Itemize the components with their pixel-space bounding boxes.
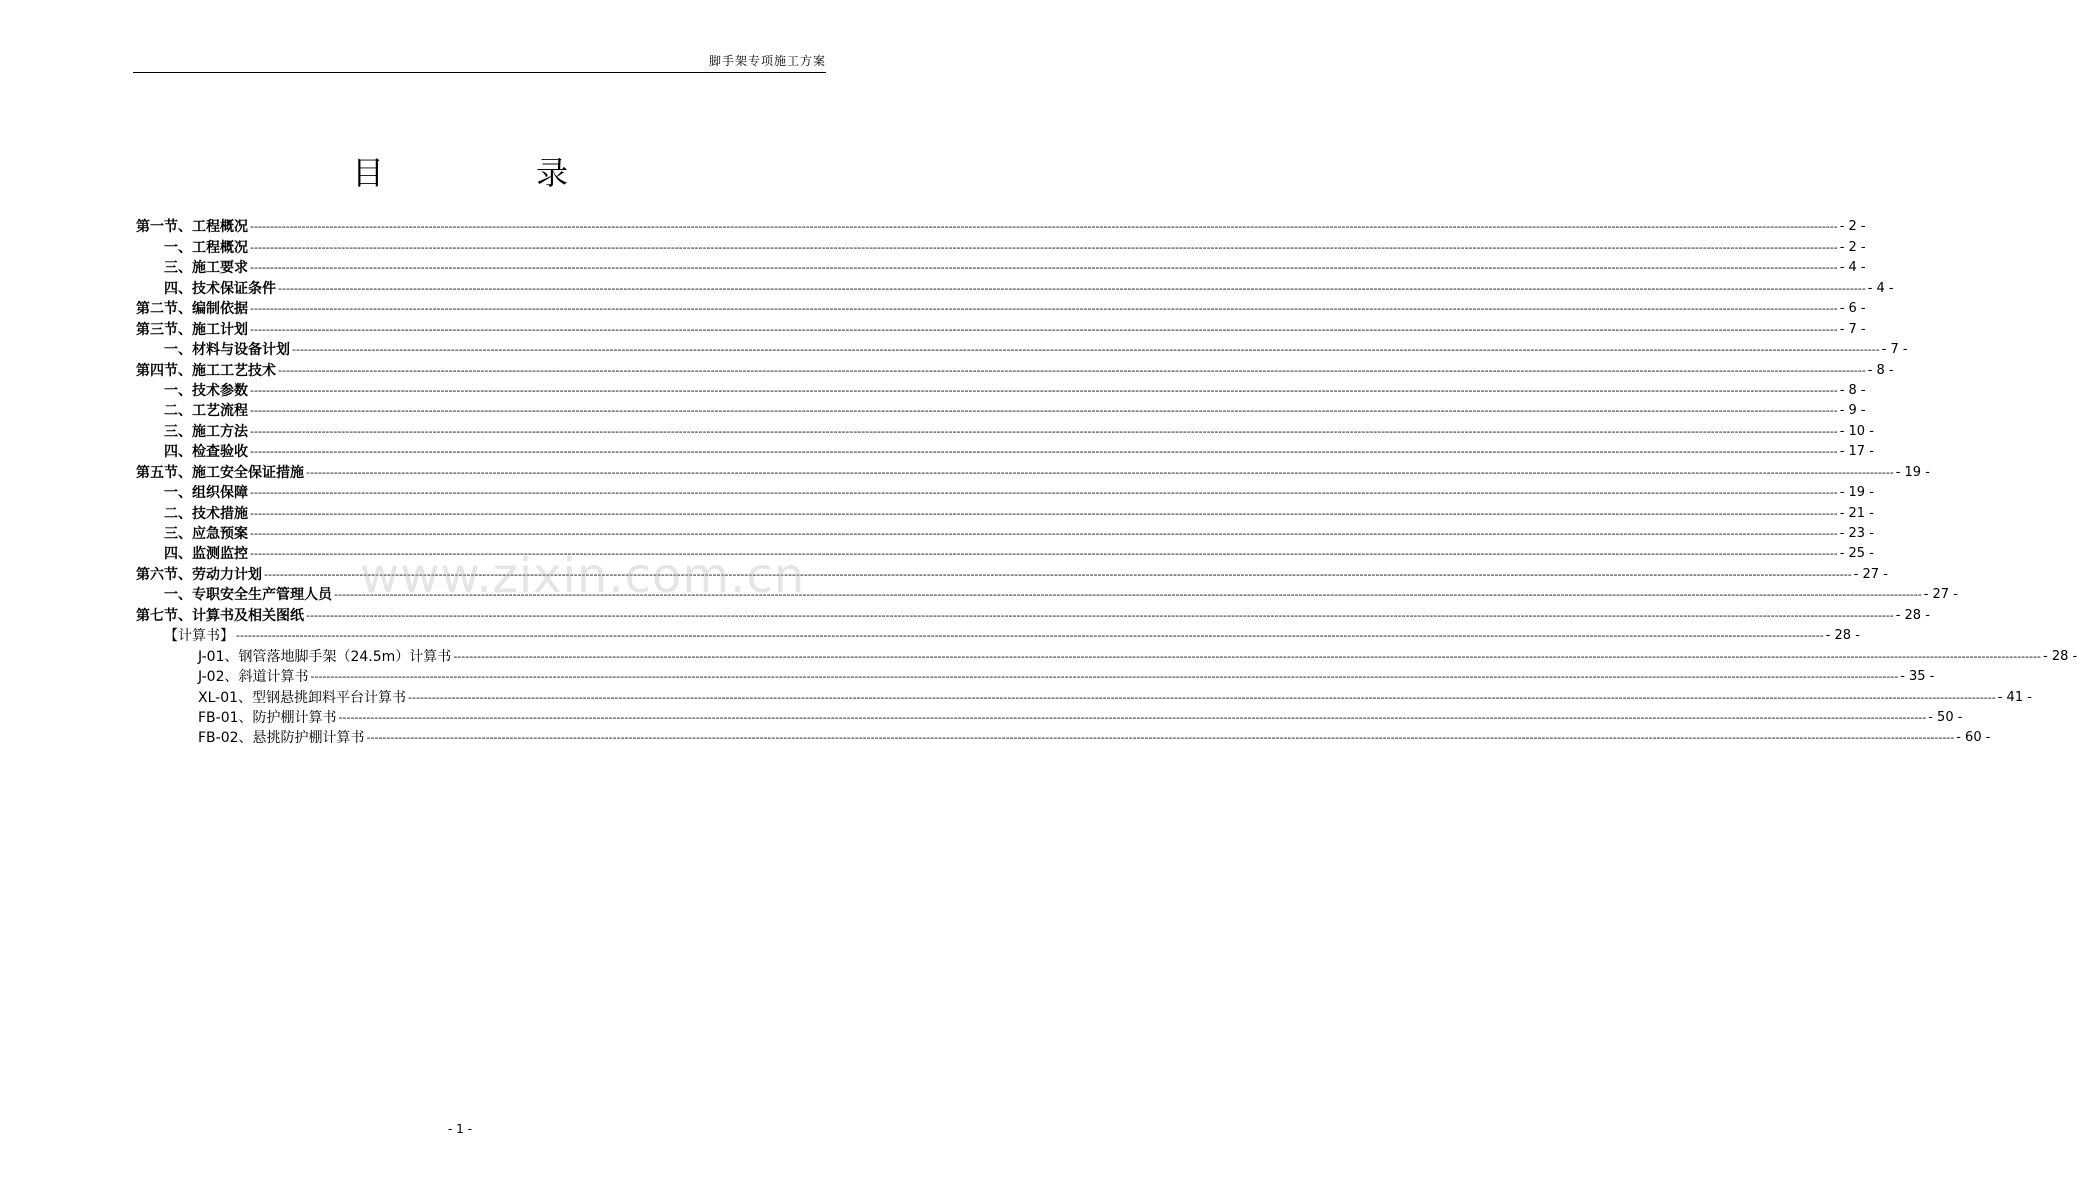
toc-leader: ---------------------------------------------------------------------------------------------------------------------------------------------------------------------------------------------------------------------------------------------------------------------------------------------------------------------------------------------------------------------------------------------------------------- bbox=[334, 588, 1922, 602]
toc-entry-label: 第一节、工程概况 bbox=[136, 219, 248, 236]
header-title: 脚手架专项施工方案 bbox=[708, 54, 826, 68]
toc-entry-page: - 7 - bbox=[1881, 342, 1908, 358]
toc-entry[interactable] bbox=[136, 605, 1930, 625]
toc-entry-page: - 19 - bbox=[1839, 485, 1874, 501]
toc-entry-page: - 4 - bbox=[1867, 280, 1894, 296]
toc-entry-page: - 41 - bbox=[1997, 689, 2032, 705]
toc-entry-label: 第三节、施工计划 bbox=[136, 321, 248, 338]
toc-leader: ---------------------------------------------------------------------------------------------------------------------------------------------------------------------------------------------------------------------------------------------------------------------------------------------------------------------------------------------------------------------------------------------------------------- bbox=[306, 465, 1894, 479]
toc-leader: ---------------------------------------------------------------------------------------------------------------------------------------------------------------------------------------------------------------------------------------------------------------------------------------------------------------------------------------------------------------------------------------------------------------- bbox=[250, 240, 1838, 254]
toc-entry-label: 第五节、施工安全保证措施 bbox=[136, 464, 304, 481]
toc-entry-page: - 21 - bbox=[1839, 505, 1874, 521]
toc-entry[interactable] bbox=[136, 237, 1866, 257]
toc-entry-label: 三、施工要求 bbox=[164, 260, 248, 277]
toc-entry-page: - 35 - bbox=[1900, 669, 1935, 685]
toc-entry[interactable] bbox=[136, 524, 1874, 544]
toc-entry-page: - 28 - bbox=[1895, 607, 1930, 623]
table-of-contents bbox=[136, 217, 2077, 748]
toc-entry-page: - 25 - bbox=[1839, 546, 1874, 562]
toc-entry-page: - 60 - bbox=[1956, 730, 1991, 746]
toc-leader: ---------------------------------------------------------------------------------------------------------------------------------------------------------------------------------------------------------------------------------------------------------------------------------------------------------------------------------------------------------------------------------------------------------------- bbox=[408, 690, 1996, 704]
toc-leader: ---------------------------------------------------------------------------------------------------------------------------------------------------------------------------------------------------------------------------------------------------------------------------------------------------------------------------------------------------------------------------------------------------------------- bbox=[250, 445, 1838, 459]
toc-entry-label: 第七节、计算书及相关图纸 bbox=[136, 607, 304, 624]
toc-entry[interactable] bbox=[136, 278, 1894, 298]
toc-leader: ---------------------------------------------------------------------------------------------------------------------------------------------------------------------------------------------------------------------------------------------------------------------------------------------------------------------------------------------------------------------------------------------------------------- bbox=[250, 220, 1838, 234]
toc-leader: ---------------------------------------------------------------------------------------------------------------------------------------------------------------------------------------------------------------------------------------------------------------------------------------------------------------------------------------------------------------------------------------------------------------- bbox=[250, 404, 1838, 418]
toc-entry-label: FB-02、悬挑防护棚计算书 bbox=[198, 730, 365, 747]
toc-entry[interactable] bbox=[136, 319, 1866, 339]
toc-entry-page: - 8 - bbox=[1839, 382, 1866, 398]
page-header bbox=[133, 52, 826, 73]
toc-entry[interactable] bbox=[136, 381, 1866, 401]
toc-entry-label: XL-01、型钢悬挑卸料平台计算书 bbox=[198, 689, 407, 706]
toc-entry[interactable] bbox=[136, 360, 1894, 380]
toc-entry-page: - 6 - bbox=[1839, 301, 1866, 317]
toc-entry[interactable] bbox=[136, 401, 1866, 421]
toc-entry-label: 三、施工方法 bbox=[164, 423, 248, 440]
toc-leader: ---------------------------------------------------------------------------------------------------------------------------------------------------------------------------------------------------------------------------------------------------------------------------------------------------------------------------------------------------------------------------------------------------------------- bbox=[310, 670, 1899, 684]
toc-leader: ---------------------------------------------------------------------------------------------------------------------------------------------------------------------------------------------------------------------------------------------------------------------------------------------------------------------------------------------------------------------------------------------------------------- bbox=[278, 281, 1866, 295]
toc-entry-page: - 50 - bbox=[1928, 709, 1963, 725]
toc-leader: ---------------------------------------------------------------------------------------------------------------------------------------------------------------------------------------------------------------------------------------------------------------------------------------------------------------------------------------------------------------------------------------------------------------- bbox=[306, 608, 1894, 622]
toc-entry[interactable] bbox=[136, 299, 1866, 319]
toc-entry-label: FB-01、防护棚计算书 bbox=[198, 709, 337, 726]
toc-entry-page: - 10 - bbox=[1839, 423, 1874, 439]
toc-entry-label: 一、组织保障 bbox=[164, 485, 248, 502]
toc-leader: ---------------------------------------------------------------------------------------------------------------------------------------------------------------------------------------------------------------------------------------------------------------------------------------------------------------------------------------------------------------------------------------------------------------- bbox=[250, 527, 1838, 540]
toc-entry-label: 一、专职安全生产管理人员 bbox=[164, 587, 332, 604]
toc-leader: ---------------------------------------------------------------------------------------------------------------------------------------------------------------------------------------------------------------------------------------------------------------------------------------------------------------------------------------------------------------------------------------------------------------- bbox=[250, 383, 1838, 397]
toc-entry-page: - 2 - bbox=[1839, 219, 1866, 235]
toc-entry-label: 一、技术参数 bbox=[164, 382, 248, 399]
toc-entry-label: 一、材料与设备计划 bbox=[164, 342, 290, 359]
page-number: - 1 - bbox=[448, 1122, 472, 1136]
toc-leader: ---------------------------------------------------------------------------------------------------------------------------------------------------------------------------------------------------------------------------------------------------------------------------------------------------------------------------------------------------------------------------------------------------------------- bbox=[250, 261, 1838, 275]
toc-entry-page: - 8 - bbox=[1867, 362, 1894, 378]
toc-entry[interactable] bbox=[136, 340, 1908, 360]
toc-entry-label: 三、应急预案 bbox=[164, 526, 248, 542]
toc-leader: ---------------------------------------------------------------------------------------------------------------------------------------------------------------------------------------------------------------------------------------------------------------------------------------------------------------------------------------------------------------------------------------------------------------- bbox=[250, 547, 1838, 561]
toc-entry-page: - 7 - bbox=[1839, 321, 1866, 337]
toc-entry-label: 四、检查验收 bbox=[164, 444, 248, 461]
toc-entry-page: - 28 - bbox=[1825, 628, 1860, 644]
toc-entry-label: 四、监测监控 bbox=[164, 546, 248, 563]
toc-leader: ---------------------------------------------------------------------------------------------------------------------------------------------------------------------------------------------------------------------------------------------------------------------------------------------------------------------------------------------------------------------------------------------------------------- bbox=[278, 363, 1866, 377]
toc-entry[interactable] bbox=[136, 258, 1866, 278]
toc-entry-label: 第四节、施工工艺技术 bbox=[136, 362, 276, 379]
toc-entry-label: 第二节、编制依据 bbox=[136, 301, 248, 318]
watermark: www.zixin.com.cn bbox=[360, 548, 806, 604]
toc-leader: ---------------------------------------------------------------------------------------------------------------------------------------------------------------------------------------------------------------------------------------------------------------------------------------------------------------------------------------------------------------------------------------------------------------- bbox=[236, 629, 1824, 643]
toc-entry-page: - 19 - bbox=[1895, 464, 1930, 480]
toc-entry-label: 二、工艺流程 bbox=[164, 403, 248, 420]
toc-leader: ---------------------------------------------------------------------------------------------------------------------------------------------------------------------------------------------------------------------------------------------------------------------------------------------------------------------------------------------------------------------------------------------------------------- bbox=[250, 322, 1838, 336]
toc-entry-page: - 23 - bbox=[1839, 526, 1874, 541]
toc-entry-label: J-01、钢管落地脚手架（24.5m）计算书 bbox=[198, 648, 452, 665]
toc-entry-page: - 9 - bbox=[1839, 403, 1866, 419]
toc-entry-label: 二、技术措施 bbox=[164, 505, 248, 522]
toc-entry-label: 第六节、劳动力计划 bbox=[136, 566, 262, 583]
toc-entry-page: - 17 - bbox=[1839, 444, 1874, 460]
toc-entry[interactable] bbox=[136, 217, 1866, 237]
toc-leader: ---------------------------------------------------------------------------------------------------------------------------------------------------------------------------------------------------------------------------------------------------------------------------------------------------------------------------------------------------------------------------------------------------------------- bbox=[250, 302, 1838, 316]
toc-entry[interactable] bbox=[136, 626, 1860, 646]
toc-entry-page: - 28 - bbox=[2043, 648, 2077, 664]
toc-entry-label: J-02、斜道计算书 bbox=[198, 669, 309, 686]
toc-entry-label: 【计算书】 bbox=[164, 628, 234, 645]
toc-leader: ---------------------------------------------------------------------------------------------------------------------------------------------------------------------------------------------------------------------------------------------------------------------------------------------------------------------------------------------------------------------------------------------------------------- bbox=[264, 567, 1852, 581]
toc-entry[interactable] bbox=[136, 687, 2032, 707]
toc-entry[interactable] bbox=[136, 483, 1874, 503]
toc-entry[interactable] bbox=[136, 646, 2077, 666]
toc-leader: ---------------------------------------------------------------------------------------------------------------------------------------------------------------------------------------------------------------------------------------------------------------------------------------------------------------------------------------------------------------------------------------------------------------- bbox=[250, 486, 1838, 500]
toc-leader: ---------------------------------------------------------------------------------------------------------------------------------------------------------------------------------------------------------------------------------------------------------------------------------------------------------------------------------------------------------------------------------------------------------------- bbox=[250, 424, 1838, 438]
toc-entry[interactable] bbox=[136, 708, 1963, 728]
toc-entry[interactable] bbox=[136, 421, 1874, 441]
toc-entry[interactable] bbox=[136, 728, 1991, 748]
toc-entry-label: 一、工程概况 bbox=[164, 239, 248, 256]
toc-leader: ---------------------------------------------------------------------------------------------------------------------------------------------------------------------------------------------------------------------------------------------------------------------------------------------------------------------------------------------------------------------------------------------------------------- bbox=[338, 710, 1927, 724]
toc-leader: ---------------------------------------------------------------------------------------------------------------------------------------------------------------------------------------------------------------------------------------------------------------------------------------------------------------------------------------------------------------------------------------------------------------- bbox=[292, 343, 1880, 357]
toc-entry-page: - 2 - bbox=[1839, 239, 1866, 255]
toc-entry[interactable] bbox=[136, 667, 1935, 687]
page-title: 目 录 bbox=[351, 154, 628, 192]
toc-entry[interactable] bbox=[136, 503, 1874, 523]
toc-entry-label: 四、技术保证条件 bbox=[164, 280, 276, 297]
toc-entry-page: - 27 - bbox=[1853, 566, 1888, 582]
toc-leader: ---------------------------------------------------------------------------------------------------------------------------------------------------------------------------------------------------------------------------------------------------------------------------------------------------------------------------------------------------------------------------------------------------------------- bbox=[366, 731, 1955, 745]
toc-entry[interactable] bbox=[136, 442, 1874, 462]
toc-entry-page: - 4 - bbox=[1839, 260, 1866, 276]
toc-leader: ---------------------------------------------------------------------------------------------------------------------------------------------------------------------------------------------------------------------------------------------------------------------------------------------------------------------------------------------------------------------------------------------------------------- bbox=[250, 506, 1838, 520]
toc-entry[interactable] bbox=[136, 462, 1930, 482]
toc-leader: ---------------------------------------------------------------------------------------------------------------------------------------------------------------------------------------------------------------------------------------------------------------------------------------------------------------------------------------------------------------------------------------------------------------- bbox=[453, 649, 2042, 663]
toc-entry-page: - 27 - bbox=[1923, 587, 1958, 603]
